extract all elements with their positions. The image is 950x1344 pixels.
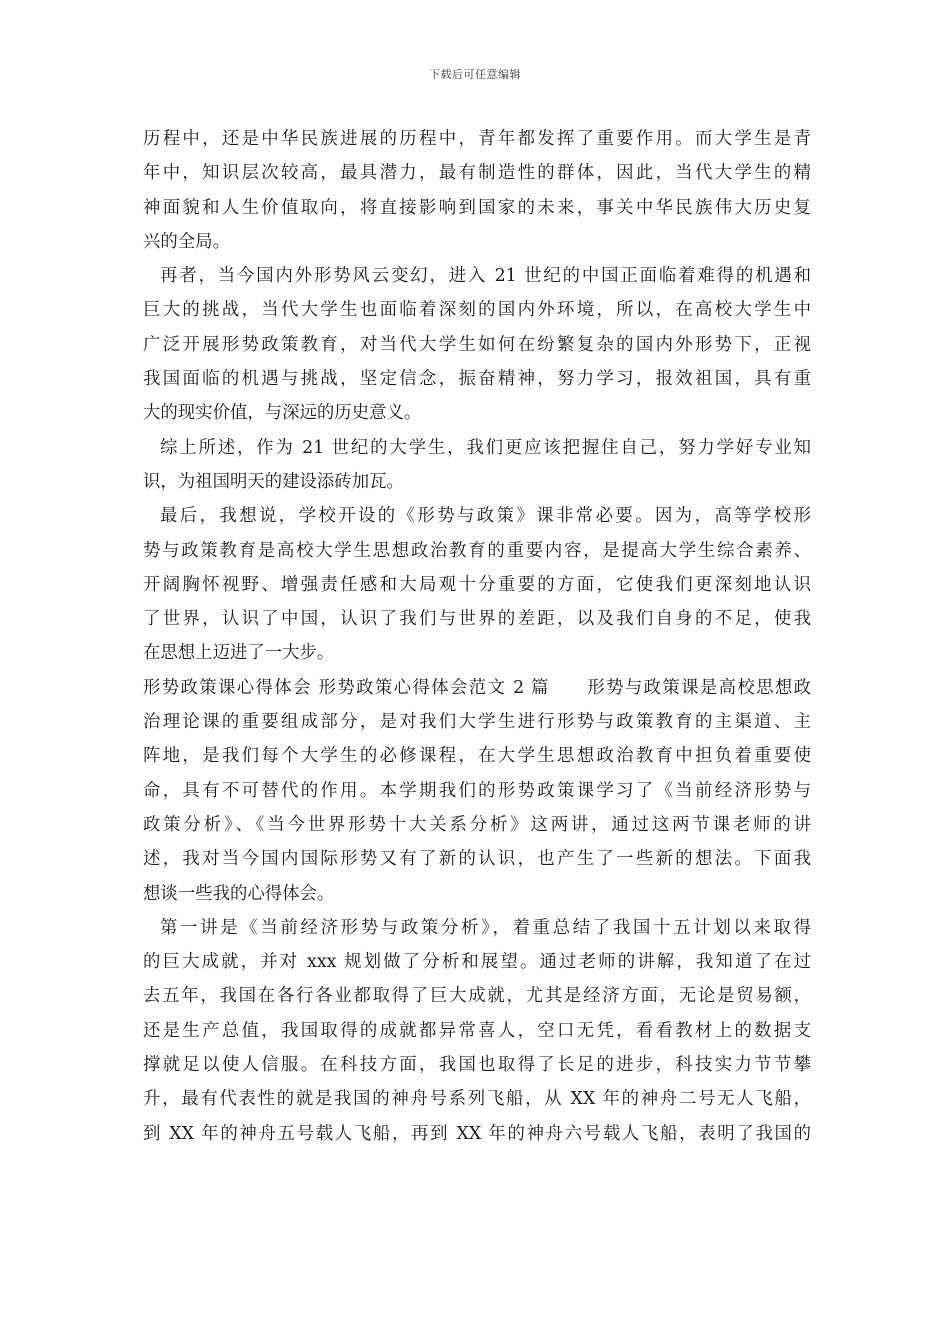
- text-line: 历程中，还是中华民族进展的历程中，青年都发挥了重要作用。而大学生是青: [143, 129, 811, 149]
- text-line: 治理论课的重要组成部分，是对我们大学生进行形势与政策教育的主渠道、主: [143, 712, 811, 733]
- text-line: 命，具有不可替代的作用。本学期我们的形势政策课学习了《当前经济形势与: [143, 780, 811, 801]
- text-line: 去五年，我国在各行各业都取得了巨大成就，尤其是经济方面，无论是贸易额，: [143, 986, 811, 1007]
- text-line: 的巨大成就，并对 xxx 规划做了分析和展望。通过老师的讲解，我知道了在过: [143, 952, 811, 973]
- text-line: 阵地，是我们每个大学生的必修课程，在大学生思想政治教育中担负着重要使: [143, 746, 811, 767]
- text-line: 了世界，认识了中国，认识了我们与世界的差距，以及我们自身的不足，使我: [143, 609, 811, 630]
- text-line: 巨大的挑战，当代大学生也面临着深刻的国内外环境，所以，在高校大学生中: [143, 300, 811, 321]
- text-line: 兴的全局。: [143, 231, 230, 252]
- text-line: 到 XX 年的神舟五号载人飞船，再到 XX 年的神舟六号载人飞船，表明了我国的: [143, 1123, 811, 1144]
- text-line: 识，为祖国明天的建设添砖加瓦。: [143, 471, 404, 492]
- text-line: 再者，当今国内外形势风云变幻，进入 21 世纪的中国正面临着难得的机遇和: [160, 266, 811, 287]
- text-line: 还是生产总值，我国取得的成就都异常喜人，空口无凭，看看教材上的数据支: [143, 1020, 811, 1041]
- text-line: 升，最有代表性的就是我国的神舟号系列飞船，从 XX 年的神舟二号无人飞船，: [143, 1089, 811, 1110]
- text-line: 述，我对当今国内国际形势又有了新的认识，也产生了一些新的想法。下面我: [143, 849, 811, 870]
- text-line: 想谈一些我的心得体会。: [143, 883, 335, 904]
- text-line: 最后，我想说，学校开设的《形势与政策》课非常必要。因为，高等学校形: [160, 506, 811, 527]
- document-body: [143, 122, 811, 1151]
- text-line: 年中，知识层次较高，最具潜力，最有制造性的群体，因此，当代大学生的精: [143, 163, 811, 184]
- text-line: 神面貌和人生价值取向，将直接影响到国家的未来，事关中华民族伟大历史复: [143, 197, 811, 218]
- text-line: 第一讲是《当前经济形势与政策分析》，着重总结了我国十五计划以来取得: [160, 917, 811, 938]
- text-line: 政策分析》、《当今世界形势十大关系分析》这两讲，通过这两节课老师的讲: [143, 814, 811, 835]
- text-line: 综上所述，作为 21 世纪的大学生，我们更应该把握住自己，努力学好专业知: [160, 437, 811, 458]
- text-line: 撑就足以使人信服。在科技方面，我国也取得了长足的进步，科技实力节节攀: [143, 1055, 811, 1076]
- text-line: 我国面临的机遇与挑战，坚定信念，振奋精神，努力学习，报效祖国，具有重: [143, 369, 811, 390]
- text-line: 势与政策教育是高校大学生思想政治教育的重要内容，是提高大学生综合素养、: [143, 540, 811, 561]
- text-line: 广泛开展形势政策教育，对当代大学生如何在纷繁复杂的国内外形势下，正视: [143, 334, 811, 355]
- page-header: 下载后可任意编辑: [429, 68, 521, 81]
- text-line: 形势政策课心得体会 形势政策心得体会范文 2 篇 形势与政策课是高校思想政: [143, 677, 811, 698]
- text-line: 在思想上迈进了一大步。: [143, 643, 335, 664]
- text-line: 大的现实价值，与深远的历史意义。: [143, 403, 422, 424]
- text-line: 开阔胸怀视野、增强责任感和大局观十分重要的方面，它使我们更深刻地认识: [143, 574, 811, 595]
